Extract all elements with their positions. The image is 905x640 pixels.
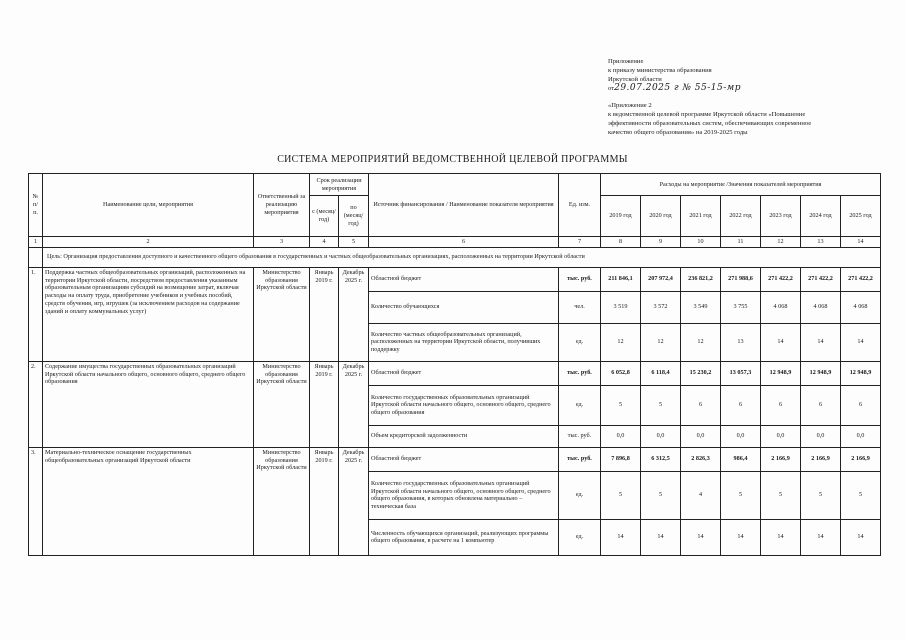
indicator-unit: тыс. руб. (559, 361, 601, 385)
col-term-header: Срок реализации мероприятия (310, 174, 369, 196)
value-cell: 4 068 (761, 291, 801, 323)
value-cell: 3 519 (601, 291, 641, 323)
column-number: 6 (369, 237, 559, 248)
value-cell: 5 (641, 471, 681, 519)
header-date-line (608, 84, 898, 93)
col-num-header: № п/п. (29, 174, 43, 237)
header-prefix: от (608, 85, 615, 92)
goal-spacer (29, 247, 43, 267)
activity-from: Январь 2019 г. (310, 361, 339, 447)
value-cell: 14 (761, 323, 801, 361)
value-cell: 236 821,2 (681, 267, 721, 291)
value-cell: 2 166,9 (841, 447, 881, 471)
indicator-source: Областной бюджет (369, 267, 559, 291)
header-line: «Приложение 2 (608, 102, 652, 109)
activity-to: Декабрь 2025 г. (339, 267, 369, 361)
col-term-to-header: по (месяц/ год) (339, 196, 369, 237)
col-year-header: 2019 год (601, 196, 641, 237)
value-cell: 5 (841, 471, 881, 519)
column-number: 8 (601, 237, 641, 248)
header-line: к ведомственной целевой программе Иркутской области «Повышение (608, 111, 806, 118)
document-header (608, 57, 898, 137)
column-number-row (29, 237, 881, 248)
activity-num: 3. (29, 447, 43, 555)
col-year-header: 2021 год (681, 196, 721, 237)
value-cell: 5 (641, 385, 681, 425)
value-cell: 12 948,9 (761, 361, 801, 385)
value-cell: 3 572 (641, 291, 681, 323)
value-cell: 5 (801, 471, 841, 519)
value-cell: 4 (681, 471, 721, 519)
value-cell: 271 988,6 (721, 267, 761, 291)
value-cell: 0,0 (761, 425, 801, 447)
value-cell: 2 826,3 (681, 447, 721, 471)
value-cell: 14 (761, 519, 801, 555)
indicator-unit: ед. (559, 385, 601, 425)
column-number: 5 (339, 237, 369, 248)
column-number: 10 (681, 237, 721, 248)
value-cell: 271 422,2 (801, 267, 841, 291)
value-cell: 3 755 (721, 291, 761, 323)
activity-name: Поддержка частных общеобразовательных организаций, расположенных на территории Иркутской области, посредством предоставления указанным образовательным организациям субсидий на возмещение затрат, включая расходы на оплату труда, приобретение учебников и учебных пособий, средств обучения, игр, игрушек (за исключением расходов на содержание зданий и оплату коммунальных услуг) (43, 267, 254, 361)
value-cell: 3 549 (681, 291, 721, 323)
column-number: 9 (641, 237, 681, 248)
page-title: СИСТЕМА МЕРОПРИЯТИЙ ВЕДОМСТВЕННОЙ ЦЕЛЕВОЙ ПРОГРАММЫ (277, 154, 628, 165)
value-cell: 12 948,9 (801, 361, 841, 385)
header-line: Приложение (608, 58, 644, 65)
value-cell: 4 068 (841, 291, 881, 323)
indicator-unit: ед. (559, 471, 601, 519)
value-cell: 12 (601, 323, 641, 361)
value-cell: 14 (841, 323, 881, 361)
value-cell: 0,0 (721, 425, 761, 447)
value-cell: 0,0 (601, 425, 641, 447)
activity-name: Содержание имущества государственных образовательных организаций Иркутской области начального общего, основного общего, среднего общего образования (43, 361, 254, 447)
column-number: 1 (29, 237, 43, 248)
value-cell: 12 948,9 (841, 361, 881, 385)
activity-from: Январь 2019 г. (310, 447, 339, 555)
table-row (29, 267, 881, 291)
indicator-source: Количество частных общеобразовательных организаций, расположенных на территории Иркутской области, получивших поддержку (369, 323, 559, 361)
activity-responsible: Министерство образования Иркутской области (254, 267, 310, 361)
value-cell: 14 (641, 519, 681, 555)
value-cell: 986,4 (721, 447, 761, 471)
indicator-source: Численность обучающихся организаций, реализующих программы общего образования, в расчете на 1 компьютер (369, 519, 559, 555)
value-cell: 2 166,9 (801, 447, 841, 471)
indicator-source: Количество государственных образовательных организаций Иркутской области начального общего, основного общего, среднего общего образования, в которых обновлена материально – техническая база (369, 471, 559, 519)
column-number: 4 (310, 237, 339, 248)
column-number: 13 (801, 237, 841, 248)
value-cell: 2 166,9 (761, 447, 801, 471)
indicator-unit: тыс. руб. (559, 425, 601, 447)
value-cell: 6 052,8 (601, 361, 641, 385)
col-year-header: 2024 год (801, 196, 841, 237)
col-year-header: 2020 год (641, 196, 681, 237)
col-year-header: 2022 год (721, 196, 761, 237)
value-cell: 6 (681, 385, 721, 425)
value-cell: 211 846,1 (601, 267, 641, 291)
col-name-header: Наименование цели, мероприятия (43, 174, 254, 237)
value-cell: 14 (841, 519, 881, 555)
col-source-header: Источник финансирования / Наименование показателя мероприятия (369, 174, 559, 237)
activity-responsible: Министерство образования Иркутской области (254, 361, 310, 447)
handwritten-date-number: 29.07.2025 г № 55-15-мр (614, 83, 741, 93)
col-unit-header: Ед. изм. (559, 174, 601, 237)
value-cell: 6 312,5 (641, 447, 681, 471)
header-line: Иркутской области (608, 76, 662, 83)
header-line: эффективности образовательных систем, обеспечивающих современное (608, 120, 812, 127)
indicator-source: Областной бюджет (369, 447, 559, 471)
value-cell: 0,0 (841, 425, 881, 447)
value-cell: 5 (601, 385, 641, 425)
col-term-from-header: с (месяц/ год) (310, 196, 339, 237)
activity-num: 1. (29, 267, 43, 361)
activities-table (28, 173, 881, 556)
header-line: качество общего образования» на 2019-2025 годы (608, 129, 748, 136)
column-number: 7 (559, 237, 601, 248)
value-cell: 14 (801, 323, 841, 361)
table-row (29, 361, 881, 385)
indicator-unit: тыс. руб. (559, 267, 601, 291)
value-cell: 0,0 (641, 425, 681, 447)
value-cell: 14 (801, 519, 841, 555)
indicator-source: Областной бюджет (369, 361, 559, 385)
indicator-unit: чел. (559, 291, 601, 323)
indicator-unit: ед. (559, 323, 601, 361)
activity-name: Материально-техническое оснащение государственных общеобразовательных организаций Иркутской области (43, 447, 254, 555)
activity-from: Январь 2019 г. (310, 267, 339, 361)
value-cell: 6 (841, 385, 881, 425)
activity-responsible: Министерство образования Иркутской области (254, 447, 310, 555)
value-cell: 12 (681, 323, 721, 361)
col-year-header: 2025 год (841, 196, 881, 237)
goal-text: Цель: Организация предоставления доступного и качественного общего образования в государственных и частных общеобразовательных организациях, расположенных на территории Иркутской области (43, 247, 881, 267)
activity-to: Декабрь 2025 г. (339, 361, 369, 447)
indicator-unit: ед. (559, 519, 601, 555)
column-number: 12 (761, 237, 801, 248)
value-cell: 13 (721, 323, 761, 361)
col-expenses-header: Расходы на мероприятие /Значения показателей мероприятия (601, 174, 881, 196)
value-cell: 6 118,4 (641, 361, 681, 385)
value-cell: 12 (641, 323, 681, 361)
table-row (29, 447, 881, 471)
value-cell: 14 (721, 519, 761, 555)
value-cell: 0,0 (681, 425, 721, 447)
value-cell: 271 422,2 (841, 267, 881, 291)
indicator-unit: тыс. руб. (559, 447, 601, 471)
value-cell: 5 (601, 471, 641, 519)
value-cell: 5 (761, 471, 801, 519)
value-cell: 4 068 (801, 291, 841, 323)
activity-num: 2. (29, 361, 43, 447)
col-resp-header: Ответственный за реализацию мероприятия (254, 174, 310, 237)
value-cell: 13 057,3 (721, 361, 761, 385)
column-number: 2 (43, 237, 254, 248)
column-number: 14 (841, 237, 881, 248)
value-cell: 5 (721, 471, 761, 519)
value-cell: 14 (681, 519, 721, 555)
col-year-header: 2023 год (761, 196, 801, 237)
value-cell: 14 (601, 519, 641, 555)
indicator-source: Количество обучающихся (369, 291, 559, 323)
value-cell: 0,0 (801, 425, 841, 447)
value-cell: 207 972,4 (641, 267, 681, 291)
activity-to: Декабрь 2025 г. (339, 447, 369, 555)
column-number: 11 (721, 237, 761, 248)
value-cell: 271 422,2 (761, 267, 801, 291)
value-cell: 6 (801, 385, 841, 425)
value-cell: 7 896,8 (601, 447, 641, 471)
column-number: 3 (254, 237, 310, 248)
indicator-source: Объем кредиторской задолженности (369, 425, 559, 447)
value-cell: 15 230,2 (681, 361, 721, 385)
value-cell: 6 (761, 385, 801, 425)
value-cell: 6 (721, 385, 761, 425)
header-line: к приказу министерства образования (608, 67, 712, 74)
indicator-source: Количество государственных образовательных организаций Иркутской области начального общего, основного общего, среднего общего образования (369, 385, 559, 425)
